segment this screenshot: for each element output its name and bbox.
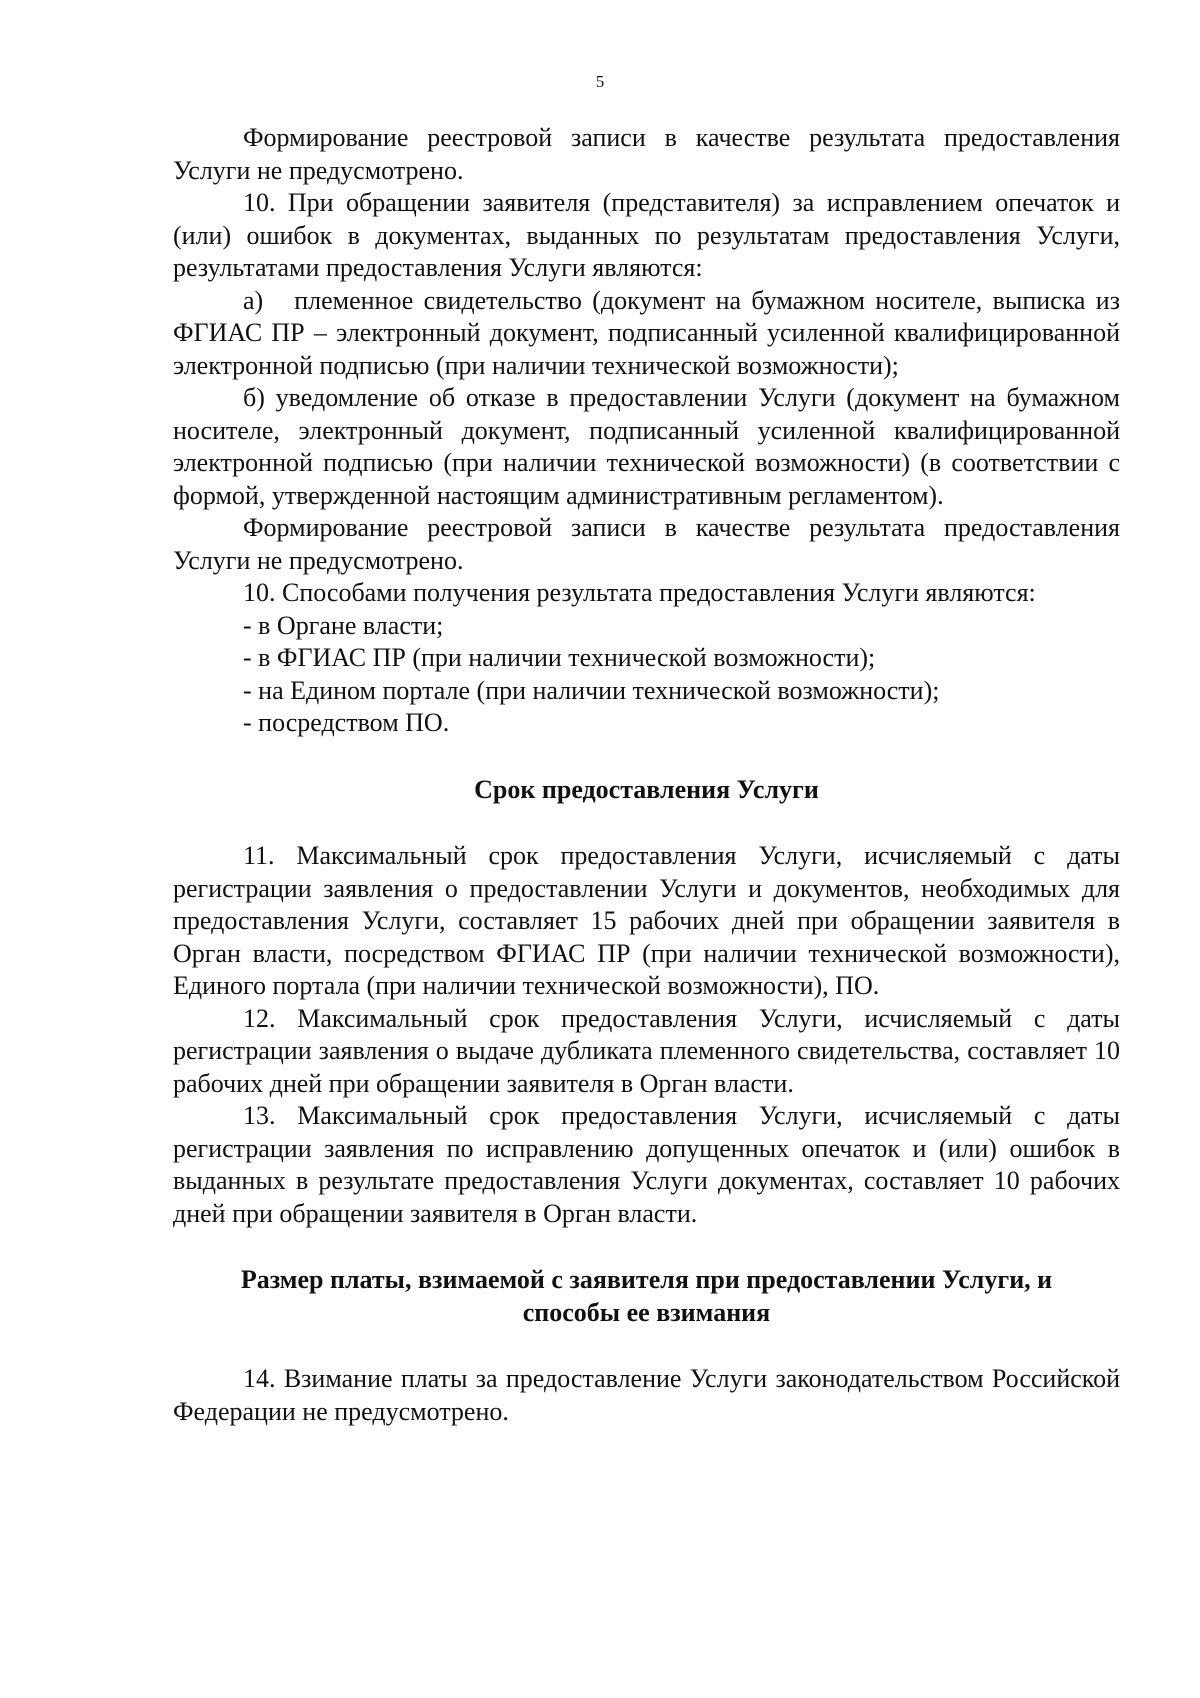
paragraph-registry-note-1: Формирование реестровой записи в качестве результата предоставления Услуги не предусмотрено. <box>173 123 1120 185</box>
paragraph-11: 11. Максимальный срок предоставления Услуги, исчисляемый с даты регистрации заявления о предоставлении Услуги и документов, необходимых для предоставления Услуги, составляет 15 рабочих дней при обращении заявителя в Орган власти, посредством ФГИАС ПР (при наличии технической возможности), Единого портала (при наличии технической возможности), ПО. <box>173 841 1120 1000</box>
list-item: - на Едином портале (при наличии технической возможности); <box>243 675 940 705</box>
paragraph-14: 14. Взимание платы за предоставление Услуги законодательством Российской Федерации не предусмотрено. <box>173 1364 1120 1426</box>
list-item: - посредством ПО. <box>243 708 450 737</box>
document-body <box>173 122 1120 1428</box>
list-item: - в ФГИАС ПР (при наличии технической возможности); <box>243 643 876 672</box>
paragraph-10-item-a: а) племенное свидетельство (документ на бумажном носителе, выписка из ФГИАС ПР – электронный документ, подписанный усиленной квалифицированной электронной подписью (при наличии технической возможности); <box>173 285 1120 380</box>
paragraph-10-item-b: б) уведомление об отказе в предоставлении Услуги (документ на бумажном носителе, электронный документ, подписанный усиленной квалифицированной электронной подписью (при наличии технической возможности) (в соответствии с формой, утвержденной настоящим административным регламентом). <box>173 383 1120 510</box>
paragraph-12: 12. Максимальный срок предоставления Услуги, исчисляемый с даты регистрации заявления о выдаче дубликата племенного свидетельства, составляет 10 рабочих дней при обращении заявителя в Орган власти. <box>173 1003 1120 1098</box>
list-item: - в Органе власти; <box>243 610 444 640</box>
page-number: 5 <box>595 72 605 91</box>
paragraph-10-methods: 10. Способами получения результата предоставления Услуги являются: <box>243 578 1036 607</box>
paragraph-13: 13. Максимальный срок предоставления Услуги, исчисляемый с даты регистрации заявления по исправлению допущенных опечаток и (или) ошибок в выданных в результате предоставления Услуги документах, составляет 10 рабочих дней при обращении заявителя в Орган власти. <box>173 1101 1120 1228</box>
section-heading-term: Срок предоставления Услуги <box>474 774 819 804</box>
paragraph-10-corrections: 10. При обращении заявителя (представителя) за исправлением опечаток и (или) ошибок в документах, выданных по результатам предоставления Услуги, результатами предоставления Услуги являются: <box>173 188 1120 282</box>
section-heading-fee-line-2: способы ее взимания <box>522 1297 771 1327</box>
paragraph-registry-note-2: Формирование реестровой записи в качестве результата предоставления Услуги не предусмотрено. <box>173 513 1120 575</box>
section-heading-fee <box>173 1264 1120 1329</box>
section-heading-fee-line-1: Размер платы, взимаемой с заявителя при предоставлении Услуги, и <box>240 1265 1053 1294</box>
